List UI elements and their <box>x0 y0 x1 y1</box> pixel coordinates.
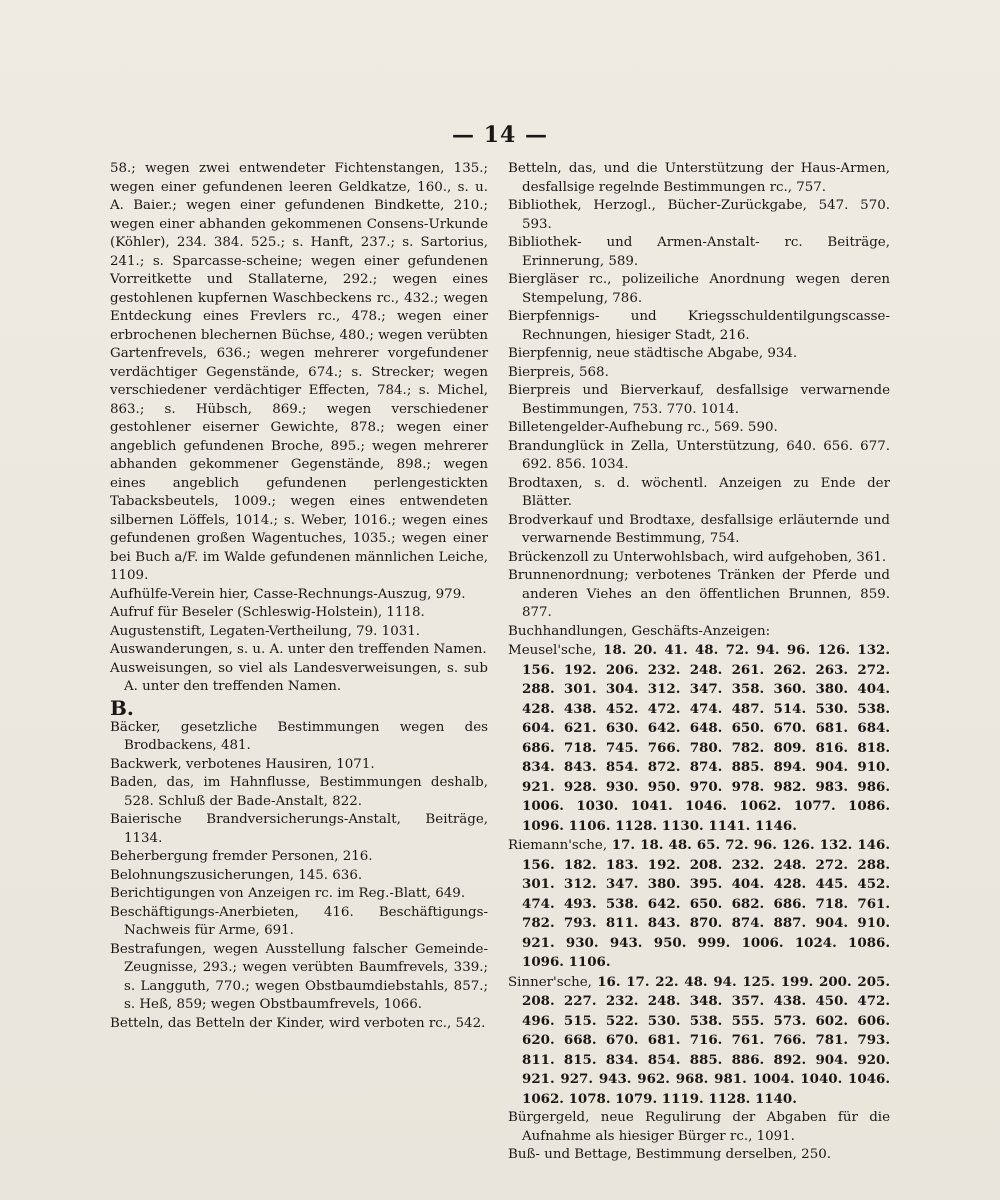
index-entry: Brodverkauf und Brodtaxe, desfallsige erläuternde und verwarnende Bestimmung, 754. <box>508 512 890 546</box>
index-subentry <box>508 641 890 836</box>
index-entry: Bäcker, gesetzliche Bestimmungen wegen des Brodbackens, 481. <box>110 719 488 753</box>
subentry-label: Sinner'sche, <box>508 974 598 990</box>
index-entry: Augustenstift, Legaten-Vertheilung, 79. 1031. <box>110 623 421 639</box>
index-entry: Betteln, das, und die Unterstützung der Haus-Armen, desfallsige regelnde Bestimmungen rc., 757. <box>508 161 890 195</box>
index-entry: Bierpfennigs- und Kriegsschuldentilgungscasse-Rechnungen, hiesiger Stadt, 216. <box>508 309 890 343</box>
index-entry: Buchhandlungen, Geschäfts-Anzeigen: <box>508 623 771 639</box>
index-entry: Brunnenordnung; verbotenes Tränken der Pferde und anderen Viehes an den öffentlichen Brunnen, 859. 877. <box>508 568 890 620</box>
index-entry: Billetengelder-Aufhebung rc., 569. 590. <box>508 420 778 435</box>
index-subentry <box>508 973 890 1110</box>
index-entry: Aufhülfe-Verein hier, Casse-Rechnungs-Auszug, 979. <box>110 586 466 602</box>
index-entry: Buß- und Bettage, Bestimmung derselben, 250. <box>508 1147 831 1162</box>
index-entry: Biergläser rc., polizeiliche Anordnung wegen deren Stempelung, 786. <box>508 272 890 306</box>
index-entry: Brodtaxen, s. d. wöchentl. Anzeigen zu Ende der Blätter. <box>508 475 890 509</box>
index-entry: Bibliothek, Herzogl., Bücher-Zurückgabe, 547. 570. 593. <box>508 198 890 232</box>
index-entry: Bierpreis und Bierverkauf, desfallsige verwarnende Bestimmungen, 753. 770. 1014. <box>508 383 890 417</box>
index-entry: Brückenzoll zu Unterwohlsbach, wird aufgehoben, 361. <box>508 549 887 565</box>
index-entry: Bestrafungen, wegen Ausstellung falscher Gemeinde-Zeugnisse, 293.; wegen verübten Baumfrevels, 339.; s. Langguth, 770.; wegen Obstbaumdiebstahls, 857.; s. Heß, 859; wegen Obstbaumfrevels, 1066. <box>110 941 488 1012</box>
index-entry: Ausweisungen, so viel als Landesverweisungen, s. sub A. unter den treffenden Namen. <box>110 660 488 694</box>
subentry-label: Riemann'sche, <box>508 838 612 853</box>
index-entry: Backwerk, verbotenes Hausiren, 1071. <box>110 756 375 772</box>
index-entry: Baden, das, im Hahnflusse, Bestimmungen deshalb, 528. Schluß der Bade-Anstalt, 822. <box>110 775 488 809</box>
index-entry: Bierpreis, 568. <box>508 364 609 380</box>
index-entry: Beherbergung fremder Personen, 216. <box>110 849 373 864</box>
index-entry: Brandunglück in Zella, Unterstützung, 640. 656. 677. 692. 856. 1034. <box>508 438 890 472</box>
left-column <box>110 160 488 1033</box>
subentry-page-numbers: 17. 18. 48. 65. 72. 96. 126. 132. 146. 156. 182. 183. 192. 208. 232. 248. 272. 288. 301. 312. 347. 380. 395. 404. 428. 445. 452. 474. 493. 538. 642. 650. 682. 686. 718. 761. 782. 793. 811. 843. 870. 874. 887. 904. 910. 921. 930. 943. 950. 999. 1006. 1024. 1086. 1096. 1106. <box>522 837 890 970</box>
index-entry: Bierpfennig, neue städtische Abgabe, 934. <box>508 346 798 361</box>
subentry-page-numbers: 16. 17. 22. 48. 94. 125. 199. 200. 205. 208. 227. 232. 248. 348. 357. 438. 450. 472. 496. 515. 522. 530. 538. 555. 573. 602. 606. 620. 668. 670. 681. 716. 761. 766. 781. 793. 811. 815. 834. 854. 885. 886. 892. 904. 920. 921. 927. 943. 962. 968. 981. 1004. 1040. 1046. 1062. 1078. 1079. 1119. 1128. 1140. <box>522 973 890 1107</box>
index-entry-continuation: 58.; wegen zwei entwendeter Fichtenstangen, 135.; wegen einer gefundenen leeren Geldkatze, 160., s. u. A. Baier.; wegen einer gefundenen Bindkette, 210.; wegen einer abhanden gekommenen Consens-Urkunde (Köhler), 234. 384. 525.; s. Hanft, 237.; s. Sartorius, 241.; s. Sparcasse-scheine; wegen einer gefundenen Vorreitkette und Stallaterne, 292.; wegen eines gestohlenen kupfernen Waschbeckens rc., 432.; wegen Entdeckung eines Frevlers rc., 478.; wegen einer erbrochenen blechernen Büchse, 480.; wegen verübten Gartenfrevels, 636.; wegen mehrerer vorgefundener verdächtiger Gegenstände, 674.; s. Strecker; wegen verschiedener verdächtiger Effecten, 784.; s. Michel, 863.; s. Hübsch, 869.; wegen verschiedener gestohlener eiserner Gewichte, 878.; wegen einer angeblich gefundenen Broche, 895.; wegen mehrerer abhanden gekommener Gegenstände, 898.; wegen eines angeblich gefundenen perlengestickten Tabacksbeutels, 1009.; wegen eines entwendeten silbernen Löffels, 1014.; s. Weber, 1016.; wegen eines gefundenen großen Wagentuches, 1035.; wegen einer bei Buch a/F. im Walde gefundenen männlichen Leiche, 1109. <box>110 161 488 583</box>
index-entry: Auswanderungen, s. u. A. unter den treffenden Namen. <box>110 642 487 657</box>
subentry-page-numbers: 18. 20. 41. 48. 72. 94. 96. 126. 132. 156. 192. 206. 232. 248. 261. 262. 263. 272. 288. 301. 304. 312. 347. 358. 360. 380. 404. 428. 438. 452. 472. 474. 487. 514. 530. 538. 604. 621. 630. 642. 648. 650. 670. 681. 684. 686. 718. 745. 766. 780. 782. 809. 816. 818. 834. 843. 854. 872. 874. 885. 894. 904. 910. 921. 928. 930. 950. 970. 978. 982. 983. 986. 1006. 1030. 1041. 1046. 1062. 1077. 1086. 1096. 1106. 1128. 1130. 1141. 1146. <box>522 642 890 834</box>
subentry-label: Meusel'sche, <box>508 643 604 658</box>
index-entry: Baierische Brandversicherungs-Anstalt, Beiträge, 1134. <box>110 812 488 846</box>
index-entry: Berichtigungen von Anzeigen rc. im Reg.-Blatt, 649. <box>110 886 466 901</box>
index-entry: Bibliothek- und Armen-Anstalt- rc. Beiträge, Erinnerung, 589. <box>508 235 890 269</box>
index-entry: Aufruf für Beseler (Schleswig-Holstein), 1118. <box>110 605 425 620</box>
section-heading: B. <box>110 695 134 720</box>
page-number: — 14 — <box>452 122 548 148</box>
index-entry: Belohnungszusicherungen, 145. 636. <box>110 867 363 883</box>
index-entry: Bürgergeld, neue Regulirung der Abgaben für die Aufnahme als hiesiger Bürger rc., 1091. <box>508 1110 890 1144</box>
index-entry: Beschäftigungs-Anerbieten, 416. Beschäftigungs-Nachweis für Arme, 691. <box>110 904 488 938</box>
index-subentry <box>508 836 890 973</box>
index-entry: Betteln, das Betteln der Kinder, wird verboten rc., 542. <box>110 1015 486 1031</box>
right-column <box>508 160 890 1165</box>
